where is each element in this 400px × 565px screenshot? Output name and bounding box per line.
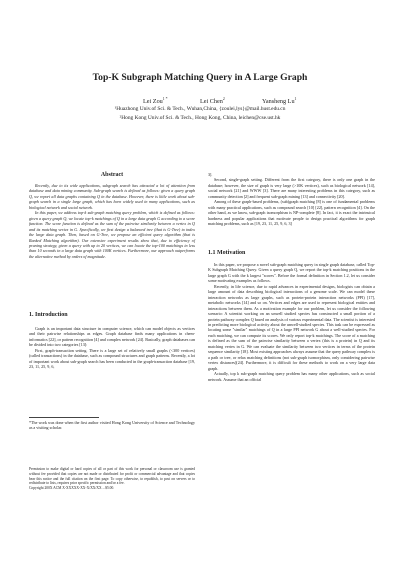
- introduction-body: [29, 326, 195, 370]
- intro-paragraph-2: First, graph-transaction setting. There is a large set of relatively small graphs (<300 vertices)(called transactions) in the database, such as compound structures and graph patterns. Recently, a lot of important work about sub-graph search has been conducted in the graph-transaction database [19, 23, 11, 25, 9, 6,: [29, 347, 195, 370]
- affiliation-2: ²Hong Kong Univ.of Sci. & Tech., Hong Kong, China, leichen@cse.ust.hk: [119, 115, 281, 121]
- motivation-body: [208, 262, 375, 382]
- right-column-top: [208, 172, 375, 227]
- paper-title: Top-K Subgraph Matching Query in A Large Graph: [92, 72, 308, 83]
- footnote-rule: [29, 417, 99, 418]
- author-3: Yansheng Lu$^1$: [262, 97, 297, 106]
- author-2: Lei Chen$^2$: [200, 97, 225, 106]
- motivation-paragraph-3: Actually, top k sub-graph matching query problem has many other applications, such as social network. Assume that an official: [208, 371, 375, 382]
- motivation-heading: 1.1 Motivation: [208, 250, 246, 256]
- permission-block: [29, 467, 195, 491]
- abstract-body: [29, 183, 195, 259]
- motivation-paragraph-1: In this paper, we propose a novel sub-graph matching query in single graph database, called Top-K Subgraph Matching Query. Given a query graph Q, we report the top-k matching positions in the large graph G with the k largest "scores". Before the formal definition in Section 1.2, let us consider some motivating examples as follows.: [208, 262, 375, 284]
- abstract-paragraph-2: In this paper, we address top-k sub-graph matching query problem, which is defined as follows: given a query graph Q, we locate top-k matchings of Q in a large data graph G according to a score function. The score function is defined as the sum of the pairwise similarity between a vertex in Q and its matching vertex in G. Specifically, we first design a balanced tree (that is G-Tree) to index the large data graph. Then, based on G-Tree, we propose an efficient query algorithm (that is Ranked Matching algorithm). Our extensive experiment results show that, due to efficiency of pruning strategy, given a query with up to 20 vertices, we can locate the top-100 matchings in less than 10 seconds in a large data graph with 100K vertices. Furthermore, our approach outperforms the alternative method by orders of magnitude.: [29, 210, 195, 259]
- author-1: Lei Zou$^{1 *}$: [143, 97, 168, 106]
- motivation-paragraph-2: Recently, in life science, due to rapid advances in experimental designs, biologists can obtain a large amount of data describing biological interactions of a genome scale. We can model these interaction networks as large graphs, such as protein-protein interaction networks (PPI) [17], metabolic networks [14] and so on. Vertices and edges are used to represent biological entities and interactions between them. As a motivation example for our problem, let us consider the following scenario: A scientist working on an unwell studied species has constructed a small portion of a protein pathway complex Q based on analysis of various experimental data. The scientist is interested in predicting more biological activity about the unwell-studied species. This task can be expressed as locating some "similar" matchings of Q in a large PPI network G about a well-studied species. For each matching, we can compute its scores. We only report top-k matchings. The score of a matching is defined as the sum of the pairwise similarity between a vertex (this is a protein) in Q and its matching vertex in G. We can evaluate the similarity between two vertices in terms of the protein sequence similarity [18]. Most existing approaches always assume that the query pathway complex is a path or tree, or relax matching definitions (not sub-graph isomorphism, only considering pairwise vertex distances)[24]. Furthermore, it is difficult for these methods to work on a very large data graph.: [208, 283, 375, 371]
- right-paragraph-1: Second, single-graph setting. Different from the first category, there is only one graph in the database; however, the size of graph is very large (>10K vertices), such as biological network [14], social network [21] and WWW [3]. There are many interesting problems in this category, such as community detection [2] and frequent sub-graph mining [13] and connectivity [20].: [208, 177, 375, 199]
- right-paragraph-2: Among of these graph-based problems, (sub)graph matching [8] is one of fundamental problems with many practical applications, such as compound search [10] [22], pattern recognition [4]. On the other hand, as we know, sub-graph isomorphism is NP-complete [8]. In fact, it is exact the intrinsical hardness and popular applications that motivate people to design practical algorithms for graph matching problems, such as [19, 23, 11, 25, 9, 6, 3]: [208, 199, 375, 227]
- abstract-heading: Abstract: [100, 172, 124, 178]
- intro-paragraph-1: Graph is an important data structure in computer science, which can model objects as vertices and their pairwise relationships as edges. Graph database finds many applications in chem-informatics [22], or pattern recognition [4] and complex network [24]. Basically, graph databases can be divided into two categories [13]:: [29, 326, 195, 348]
- footnote: *The work was done when the first author visited Hong Kong University of Science and Technology as a visiting scholar.: [29, 420, 195, 431]
- introduction-heading: 1. Introduction: [29, 312, 68, 318]
- permission-text: Permission to make digital or hard copies of all or part of this work for personal or classroom use is granted without fee provided that copies are not made or distributed for profit or commercial advantage and that copies bear this notice and the full citation on the first page. To copy otherwise, to republish, to post on servers or to redistribute to lists, requires prior specific permission and/or a fee.: [29, 467, 195, 486]
- right-continuation: 3].: [208, 172, 213, 177]
- affiliation-1: ¹Huazhong Univ.of Sci. & Tech., Wuhan,China, {zoulei,lys}@mail.hust.edu.cn: [114, 106, 286, 112]
- copyright-text: Copyright 200X ACM X-XXXXX-XX-X/XX/XX ...$5.00.: [29, 486, 115, 491]
- abstract-paragraph-1: Recently, due to its wide applications, subgraph search has attracted a lot of attention from database and data mining community. Sub-graph search is defined as follows: given a query graph Q, we report all data graphs containing Q in the database. However, there is little work about sub-graph search in a single large graph, which has been widely used in many applications, such as biological network and social network.: [29, 183, 195, 210]
